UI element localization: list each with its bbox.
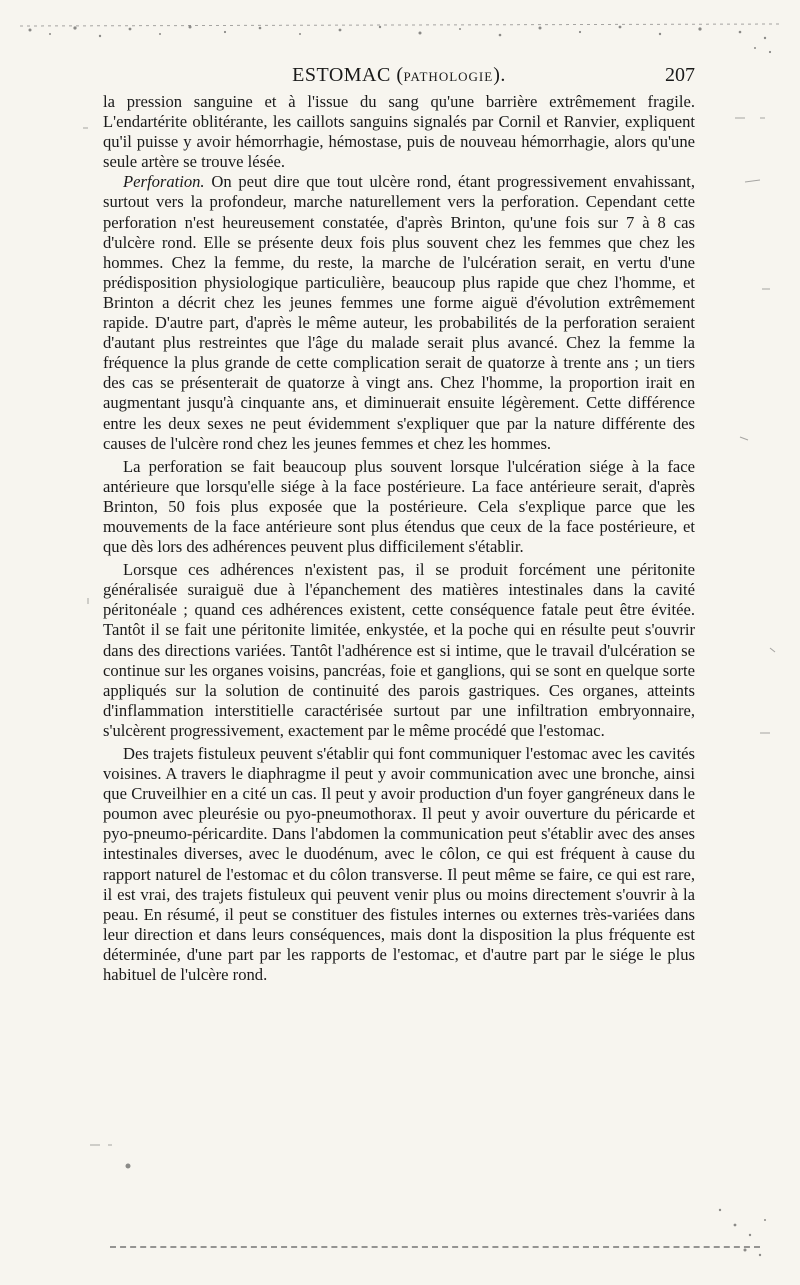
running-title: [103, 64, 695, 87]
top-edge-scan-noise: [20, 22, 780, 56]
paragraph-continuation: la pression sanguine et à l'issue du sang qu'une barrière extrêmement fragile. L'endartérite oblitérante, les caillots sanguins signalés par Cornil et Ranvier, expliquent qu'il puisse y avoir hémorrhagie, hémostase, puis de nouveau hémorrhagie, alors qu'une seule artère se trouve lésée.: [103, 92, 695, 172]
running-title-main: ESTOMAC (: [292, 64, 404, 86]
running-title-section: PATHOLOGIE: [403, 69, 494, 84]
paragraph-perforation-text: On peut dire que tout ulcère rond, étant progressivement envahissant, surtout vers la profondeur, marche naturellement vers la perforation. Cependant cette perforation n'est heureusement constatée, d'après Brinton, qu'une fois sur 7 à 8 cas d'ulcère rond. Elle se présente deux fois plus souvent chez les femmes que chez les hommes. Chez la femme, du reste, la marche de l'ulcération serait, en vertu d'une prédisposition physiologique particulière, beaucoup plus rapide que chez l'homme, et Brinton a décrit chez les jeunes femmes une forme aiguë d'évolution extrêmement rapide. D'autre part, d'après le même auteur, les probabilités de la perforation seraient d'autant plus restreintes que l'âge du malade serait plus avancé. Chez la femme la fréquence la plus grande de cette complication serait de quatorze à trente ans ; un tiers des cas se présenterait de quatorze à vingt ans. Chez l'homme, la proportion irait en augmentant jusqu'à cinquante ans, et diminuerait ensuite légèrement. Cette différence entre les deux sexes ne peut évidemment s'expliquer que par la nature différente des causes de l'ulcère rond chez les jeunes femmes et chez les hommes.: [103, 172, 695, 453]
running-title-end: ).: [493, 64, 506, 86]
paragraph-perforation: [103, 172, 695, 453]
bottom-bleed-line: [110, 1246, 760, 1250]
paragraph-adhesions: Lorsque ces adhérences n'existent pas, il se produit forcément une péritonite généralisée suraiguë due à l'épanchement des matières intestinales dans la cavité péritonéale ; quand ces adhérences existent, cette conséquence fatale peut être évitée. Tantôt il se fait une péritonite limitée, enkystée, et la poche qui en résulte peut s'ouvrir dans des directions variées. Tantôt l'adhérence est si intime, que le travail d'ulcération se continue sur les organes voisins, pancréas, foie et ganglions, qui se sont en quelque sorte appliqués sur la solution de continuité des parois gastriques. Ces organes, atteints d'inflammation interstitielle caractérisée surtout par une infiltration embryonnaire, s'ulcèrent progressivement, exactement par le même procédé que l'estomac.: [103, 560, 695, 740]
run-in-heading: Perforation.: [123, 172, 205, 192]
body-text: [103, 92, 695, 985]
running-header: [103, 64, 695, 92]
paragraph-fistulas: Des trajets fistuleux peuvent s'établir qui font communiquer l'estomac avec les cavités voisines. A travers le diaphragme il peut y avoir communication avec une bronche, ainsi que Cruveilhier en a cité un cas. Il peut y avoir production d'un foyer gangréneux dans le poumon avec pleurésie ou pyo-pneumothorax. Il peut y avoir ouverture du péricarde et pyo-pneumo-péricardite. Dans l'abdomen la communication peut s'établir avec des anses intestinales diverses, avec le duodénum, avec le côlon, ce qui est fréquent à cause du rapport naturel de l'estomac et du côlon transverse. Il peut même se faire, ce qui est rare, il est vrai, des trajets fistuleux qui peuvent venir plus ou moins directement s'ouvrir à la peau. En résumé, il peut se constituer des fistules internes ou externes très-variées dans leur direction et dans leurs conséquences, mais dont la disposition la plus fréquente est déterminée, d'une part par les rapports de l'estomac, et d'autre part par le siége le plus habituel de l'ulcère rond.: [103, 744, 695, 985]
paragraph-anterior-face: La perforation se fait beaucoup plus souvent lorsque l'ulcération siége à la face antérieure que lorsqu'elle siége à la face postérieure. La face antérieure serait, d'après Brinton, 50 fois plus exposée que la postérieure. Cela s'explique parce que les mouvements de la face antérieure sont plus étendus que ceux de la face postérieure, et que dès lors des adhérences peuvent plus difficilement s'établir.: [103, 456, 695, 557]
page-number: 207: [665, 64, 695, 86]
